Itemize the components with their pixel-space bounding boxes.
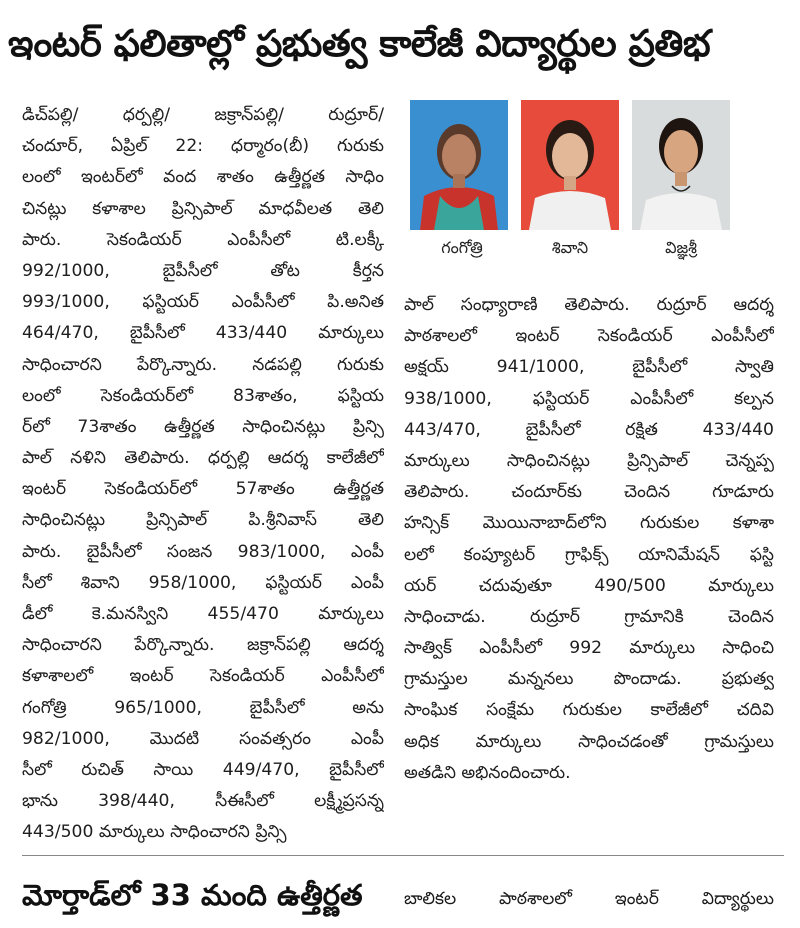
body-text-line: ఇంటర్ సెకండియర్‌లో 57శాతం ఉత్తీర్ణత: [22, 479, 384, 500]
body-text-line: సీలో శివాని 958/1000, ఫస్టియర్ ఎంపీ: [22, 572, 384, 593]
body-text-line: 993/1000, ఫస్టియర్ ఎంపీసీలో పి.అనిత: [22, 292, 384, 313]
body-text-line: తెలిపారు. చందూర్‌కు చెందిన గూడూరు: [404, 482, 774, 503]
body-text-line: భాను 398/440, సీఈసీలో లక్ష్మీప్రసన్న: [22, 791, 384, 812]
photo-caption-3: విజ్ఞశ్రీ: [665, 238, 697, 257]
student-photo-2: [521, 100, 619, 230]
body-text-line: 443/470, బైపీసీలో రక్షిత 433/440: [404, 419, 774, 440]
body-text-line: సాధించారని పేర్కొన్నారు. జక్రాన్‌పల్లి ఆదర్శ: [22, 635, 384, 656]
body-text-line: లంలో ఇంటర్‌లో వంద శాతం ఉత్తీర్ణత సాధిం: [22, 167, 384, 188]
second-article-headline: మోర్తాడ్‌లో 33 మంది ఉత్తీర్ణత: [22, 878, 363, 912]
second-article-first-line: బాలికల పాఠశాలలో ఇంటర్ విద్యార్థులు: [404, 889, 774, 909]
article-body-right-column: [404, 290, 774, 789]
body-text-line: యర్ చదువుతూ 490/500 మార్కులు: [404, 575, 774, 596]
body-text-line: అధిక మార్కులు సాధించడంతో గ్రామస్తులు: [404, 731, 774, 752]
body-text-line: పాఠశాలలో ఇంటర్ సెకండియర్ ఎంపీసీలో: [404, 326, 774, 347]
body-text-line: అక్షయ్ 941/1000, బైపీసీలో స్వాతి: [404, 357, 774, 378]
body-text-line: ర్‌లో 73శాతం ఉత్తీర్ణత సాధించినట్లు ప్రిన్సి: [22, 416, 384, 437]
body-text-line: 464/470, బైపీసీలో 433/440 మార్కులు: [22, 323, 384, 344]
article-body-left-column: [22, 100, 384, 849]
section-divider: [22, 855, 784, 856]
body-text-line: పాల్ సంధ్యారాణి తెలిపారు. రుద్రూర్ ఆదర్శ: [404, 295, 774, 315]
body-text-line: 443/500 మార్కులు సాధించారని ప్రిన్సి: [22, 822, 287, 843]
body-text-line: కళాశాలలో ఇంటర్ సెకండియర్ ఎంపీసీలో: [22, 666, 384, 687]
body-text-line: హన్సిక్ మొయినాబాద్‌లోని గురుకుల కళాశా: [404, 513, 774, 534]
body-text-line: గ్రామస్తుల మన్ననలు పొందాడు. ప్రభుత్వ: [404, 669, 774, 690]
body-text-line: సాధించారని పేర్కొన్నారు. నడపల్లి గురుకు: [22, 354, 384, 375]
body-text-line: సాంఘిక సంక్షేమ గురుకుల కాలేజీలో చదివి: [404, 700, 774, 721]
photo-caption-2: శివాని: [551, 238, 589, 257]
student-photo-1: [410, 100, 508, 230]
student-photos: [410, 100, 730, 268]
body-text-line: డీలో కె.మనస్విని 455/470 మార్కులు: [22, 604, 384, 624]
article-headline: ఇంటర్ ఫలితాల్లో ప్రభుత్వ కాలేజీ విద్యార్థుల ప్రతిభ: [8, 22, 711, 65]
body-text-line: పారు. సెకండియర్ ఎంపీసీలో టి.లక్కీ: [22, 229, 384, 250]
body-text-line: 982/1000, మొదటి సంవత్సరం ఎంపీ: [22, 728, 384, 749]
body-text-line: పాల్ నళిని తెలిపారు. ధర్పల్లి ఆదర్శ కాలేజీలో: [22, 448, 384, 469]
body-text-line: చందూర్, ఏప్రిల్ 22: ధర్మారం(బీ) గురుకు: [22, 136, 384, 157]
student-photo-3: [632, 100, 730, 230]
body-text-line: సాధించాడు. రుద్రూర్ గ్రామానికి చెందిన: [404, 606, 774, 627]
body-text-line: గంగోత్రి 965/1000, బైపీసీలో అను: [22, 697, 384, 718]
body-text-line: 938/1000, ఫస్టియర్ ఎంపీసీలో కల్పన: [404, 388, 774, 409]
body-text-line: పారు. బైపీసీలో సంజన 983/1000, ఎంపీ: [22, 541, 384, 562]
body-text-line: లలో కంప్యూటర్ గ్రాఫిక్స్ యానిమేషన్ ఫస్టి: [404, 544, 774, 565]
body-text-line: అతడిని అభినందించారు.: [404, 762, 571, 783]
body-text-line: సాధించినట్లు ప్రిన్సిపాల్ పి.శ్రీనివాస్ తెలి: [22, 510, 384, 531]
body-text-line: చినట్లు కళాశాల ప్రిన్సిపాల్ మాధవీలత తెలి: [22, 198, 384, 219]
body-text-line: మార్కులు సాధించినట్లు ప్రిన్సిపాల్ చెన్నప్ప: [404, 450, 774, 471]
body-text-line: డిచ్‌పల్లి/ ధర్పల్లి/ జక్రాన్‌పల్లి/ రుద్రూర్/: [22, 105, 384, 125]
body-text-line: సాత్విక్ ఎంపీసీలో 992 మార్కులు సాధించి: [404, 638, 774, 659]
photo-caption-1: గంగోత్రి: [441, 238, 483, 257]
body-text-line: 992/1000, బైపీసీలో తోట కీర్తన: [22, 260, 384, 281]
body-text-line: సీలో రుచిత్ సాయి 449/470, బైపీసీలో: [22, 759, 384, 780]
body-text-line: లంలో సెకండియర్‌లో 83శాతం, ఫస్టియ: [22, 385, 384, 406]
